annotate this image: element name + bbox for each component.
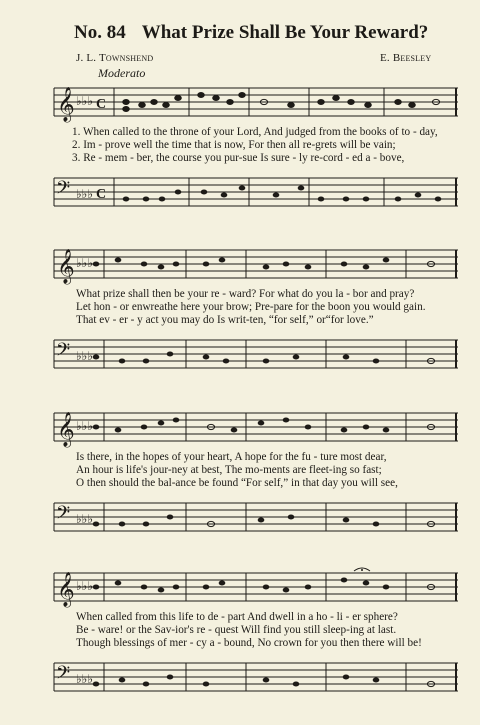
lyric-line: When called from this life to de - part And dwell in a ho - li - er sphere? xyxy=(76,611,398,623)
lyric-line: 2. Im - prove well the time that is now, For then all re-grets will be vain; xyxy=(72,139,396,151)
lyric-line: That ev - er - y act you may do Is writ-ten, “for self,” or“for love.” xyxy=(76,314,374,326)
lyrics-block-4 xyxy=(46,611,460,651)
lyrics-block-3 xyxy=(46,451,460,491)
bass-staff-4 xyxy=(46,655,460,703)
bass-staff-3 xyxy=(46,495,460,543)
tempo-marking: Moderato xyxy=(98,66,146,80)
svg-text:♭♭♭: ♭♭♭ xyxy=(76,256,93,270)
treble-staff-3 xyxy=(46,405,460,451)
treble-staff-4 xyxy=(46,565,460,611)
title-row xyxy=(74,22,429,44)
svg-text:𝄢: 𝄢 xyxy=(56,502,71,527)
svg-text:♭♭♭: ♭♭♭ xyxy=(76,94,93,108)
svg-text:♭♭♭: ♭♭♭ xyxy=(76,512,93,526)
author-credit: J. L. Townshend xyxy=(76,52,154,64)
svg-text:𝄢: 𝄢 xyxy=(56,339,71,364)
lyrics-block-1 xyxy=(46,126,460,166)
lyric-line: 3. Re - mem - ber, the course you pur-sue Is sure - ly re-cord - ed a - bove, xyxy=(72,152,405,164)
svg-text:𝄞: 𝄞 xyxy=(57,88,75,121)
lyric-line: An hour is life's jour-ney at best, The mo-ments are fleet-ing so fast; xyxy=(76,464,382,476)
svg-text:𝄢: 𝄢 xyxy=(56,662,71,687)
bass-staff-2 xyxy=(46,332,460,380)
lyrics-block-2 xyxy=(46,288,460,328)
lyric-line: Be - ware! or the Sav-ior's re - quest Will find you still sleep-ing at last. xyxy=(76,624,397,636)
svg-text:C: C xyxy=(96,187,107,202)
lyric-line: Though blessings of mer - cy a - bound, No crown for you then there will be! xyxy=(76,637,422,649)
lyric-line: O then should the bal-ance be found “For self,” in that day you will see, xyxy=(76,477,398,489)
svg-text:C: C xyxy=(96,97,107,112)
lyric-line: Is there, in the hopes of your heart, A hope for the fu - ture most dear, xyxy=(76,451,387,463)
svg-text:♭♭♭: ♭♭♭ xyxy=(76,672,93,686)
treble-staff-2 xyxy=(46,242,460,288)
hymn-number: No. 84 xyxy=(74,22,126,43)
svg-text:♭♭♭: ♭♭♭ xyxy=(76,187,93,201)
svg-text:♭♭♭: ♭♭♭ xyxy=(76,419,93,433)
hymn-title: What Prize Shall Be Your Reward? xyxy=(141,22,429,43)
composer-credit: E. Beesley xyxy=(380,52,432,64)
bass-staff-1 xyxy=(46,170,460,218)
lyric-line: What prize shall then be your re - ward? For what do you la - bor and pray? xyxy=(76,288,415,300)
svg-text:𝄞: 𝄞 xyxy=(57,573,75,606)
svg-text:𝄢: 𝄢 xyxy=(56,177,71,202)
lyric-line: Let hon - or enwreathe here your brow; Pre-pare for the boon you would gain. xyxy=(76,301,426,313)
svg-text:𝄞: 𝄞 xyxy=(57,413,75,446)
svg-text:♭♭♭: ♭♭♭ xyxy=(76,579,93,593)
lyric-line: 1. When called to the throne of your Lord, And judged from the books of to - day, xyxy=(72,126,438,138)
svg-text:𝄞: 𝄞 xyxy=(57,250,75,283)
notes-1 xyxy=(46,80,460,126)
svg-text:♭♭♭: ♭♭♭ xyxy=(76,349,93,363)
